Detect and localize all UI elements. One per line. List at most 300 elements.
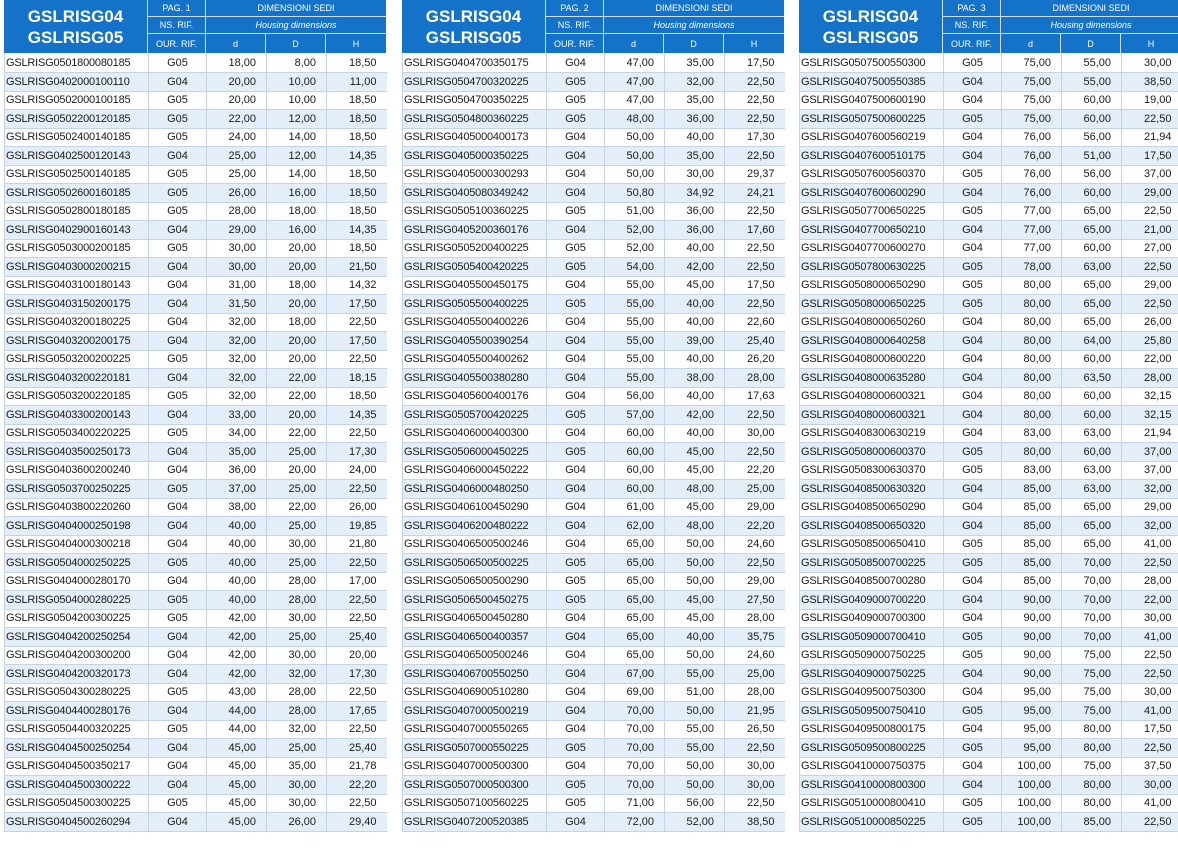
height-cell: 17,00 xyxy=(327,572,387,591)
inner-diameter-cell: 83,00 xyxy=(1002,461,1062,480)
outer-diameter-cell: 35,00 xyxy=(267,757,327,776)
table-row xyxy=(5,313,387,332)
our-ref-cell: G05 xyxy=(149,165,207,184)
table-row xyxy=(5,387,387,406)
outer-diameter-cell: 14,00 xyxy=(267,128,327,147)
inner-diameter-cell: 40,00 xyxy=(207,535,267,554)
table-row xyxy=(800,332,1178,351)
height-cell: 41,00 xyxy=(1122,794,1178,813)
our-ref-cell: G04 xyxy=(149,258,207,277)
inner-diameter-cell: 42,00 xyxy=(207,609,267,628)
inner-diameter-cell: 60,00 xyxy=(605,480,665,499)
table-row xyxy=(800,202,1178,221)
table-row xyxy=(5,461,387,480)
inner-diameter-cell: 100,00 xyxy=(1002,794,1062,813)
table-row xyxy=(800,609,1178,628)
table-row xyxy=(403,332,785,351)
height-cell: 29,40 xyxy=(327,813,387,832)
height-cell: 17,50 xyxy=(1122,720,1178,739)
height-cell: 14,35 xyxy=(327,221,387,240)
part-code-cell: GSLRISG0504700320225 xyxy=(403,73,547,92)
our-ref-cell: G04 xyxy=(547,498,605,517)
height-cell: 22,50 xyxy=(1122,554,1178,573)
table-row xyxy=(5,276,387,295)
outer-diameter-cell: 60,00 xyxy=(1062,406,1122,425)
table-row xyxy=(403,54,785,73)
table-row xyxy=(5,332,387,351)
outer-diameter-cell: 20,00 xyxy=(267,461,327,480)
our-ref-cell: G04 xyxy=(547,517,605,536)
table-row xyxy=(5,776,387,795)
inner-diameter-cell: 85,00 xyxy=(1002,517,1062,536)
height-cell: 27,50 xyxy=(725,591,785,610)
dimensions-label-en: Housing dimensions xyxy=(604,17,784,34)
table-row xyxy=(403,609,785,628)
part-code-cell: GSLRISG0403200220181 xyxy=(5,369,149,388)
col-header-H: H xyxy=(724,34,784,53)
our-ref-cell: G04 xyxy=(547,350,605,369)
part-code-cell: GSLRISG0405500390254 xyxy=(403,332,547,351)
height-cell: 26,50 xyxy=(725,720,785,739)
table-row xyxy=(800,313,1178,332)
our-ref-cell: G04 xyxy=(944,91,1002,110)
table-row xyxy=(800,91,1178,110)
part-code-cell: GSLRISG0405600400176 xyxy=(403,387,547,406)
table-row xyxy=(403,665,785,684)
outer-diameter-cell: 45,00 xyxy=(665,461,725,480)
dimensions-table xyxy=(402,54,785,832)
our-ref-cell: G04 xyxy=(944,147,1002,166)
outer-diameter-cell: 28,00 xyxy=(267,572,327,591)
part-code-cell: GSLRISG0406700550250 xyxy=(403,665,547,684)
part-code-cell: GSLRISG0402500120143 xyxy=(5,147,149,166)
part-code-cell: GSLRISG0509000750225 xyxy=(800,646,944,665)
table-row xyxy=(403,406,785,425)
our-ref-cell: G04 xyxy=(547,184,605,203)
part-code-cell: GSLRISG0404000250198 xyxy=(5,517,149,536)
outer-diameter-cell: 80,00 xyxy=(1062,739,1122,758)
inner-diameter-cell: 57,00 xyxy=(605,406,665,425)
outer-diameter-cell: 30,00 xyxy=(267,646,327,665)
inner-diameter-cell: 75,00 xyxy=(1002,73,1062,92)
our-ref-cell: G05 xyxy=(149,480,207,499)
our-ref-cell: G04 xyxy=(547,535,605,554)
inner-diameter-cell: 31,00 xyxy=(207,276,267,295)
our-ref-cell: G04 xyxy=(547,609,605,628)
table-row xyxy=(5,683,387,702)
outer-diameter-cell: 40,00 xyxy=(665,295,725,314)
outer-diameter-cell: 55,00 xyxy=(1062,73,1122,92)
part-code-cell: GSLRISG0405500380280 xyxy=(403,369,547,388)
our-ref-cell: G04 xyxy=(547,702,605,721)
height-cell: 29,00 xyxy=(725,498,785,517)
inner-diameter-cell: 77,00 xyxy=(1002,202,1062,221)
inner-diameter-cell: 80,00 xyxy=(1002,313,1062,332)
dimensions-label-it: DIMENSIONI SEDI xyxy=(1001,0,1178,17)
outer-diameter-cell: 12,00 xyxy=(267,147,327,166)
height-cell: 21,78 xyxy=(327,757,387,776)
part-code-cell: GSLRISG0505500400225 xyxy=(403,295,547,314)
part-code-cell: GSLRISG0404500350217 xyxy=(5,757,149,776)
inner-diameter-cell: 55,00 xyxy=(605,295,665,314)
table-row xyxy=(5,535,387,554)
part-code-cell: GSLRISG0407000500219 xyxy=(403,702,547,721)
table-row xyxy=(403,776,785,795)
our-ref-cell: G04 xyxy=(547,369,605,388)
our-ref-cell: G05 xyxy=(944,276,1002,295)
table-row xyxy=(800,535,1178,554)
outer-diameter-cell: 40,00 xyxy=(665,239,725,258)
table-row xyxy=(403,369,785,388)
table-row xyxy=(403,239,785,258)
our-ref-cell: G05 xyxy=(149,609,207,628)
height-cell: 22,50 xyxy=(1122,739,1178,758)
part-code-cell: GSLRISG0407700600270 xyxy=(800,239,944,258)
our-ref-cell: G04 xyxy=(944,128,1002,147)
table-row xyxy=(800,73,1178,92)
inner-diameter-cell: 43,00 xyxy=(207,683,267,702)
outer-diameter-cell: 80,00 xyxy=(1062,794,1122,813)
part-code-cell: GSLRISG0507500550300 xyxy=(800,54,944,73)
part-code-cell: GSLRISG0504800360225 xyxy=(403,110,547,129)
inner-diameter-cell: 40,00 xyxy=(207,517,267,536)
table-row xyxy=(5,73,387,92)
part-code-cell: GSLRISG0406000400300 xyxy=(403,424,547,443)
our-ref-cell: G05 xyxy=(547,406,605,425)
table-row xyxy=(800,110,1178,129)
table-row xyxy=(800,184,1178,203)
inner-diameter-cell: 67,00 xyxy=(605,665,665,684)
table-row xyxy=(5,757,387,776)
table-row xyxy=(800,591,1178,610)
outer-diameter-cell: 75,00 xyxy=(1062,665,1122,684)
our-ref-cell: G04 xyxy=(944,332,1002,351)
inner-diameter-cell: 47,00 xyxy=(605,54,665,73)
table-row xyxy=(800,572,1178,591)
part-code-cell: GSLRISG0505200400225 xyxy=(403,239,547,258)
table-row xyxy=(403,110,785,129)
inner-diameter-cell: 80,00 xyxy=(1002,276,1062,295)
our-ref-cell: G04 xyxy=(149,646,207,665)
table-row xyxy=(5,628,387,647)
part-code-cell: GSLRISG0404500250254 xyxy=(5,739,149,758)
part-code-cell: GSLRISG0410000750375 xyxy=(800,757,944,776)
inner-diameter-cell: 42,00 xyxy=(207,665,267,684)
our-ref-cell: G05 xyxy=(547,739,605,758)
part-code-cell: GSLRISG0410000800300 xyxy=(800,776,944,795)
dimensions-label-it: DIMENSIONI SEDI xyxy=(206,0,386,17)
part-code-cell: GSLRISG0508000650225 xyxy=(800,295,944,314)
table-row xyxy=(5,498,387,517)
outer-diameter-cell: 75,00 xyxy=(1062,683,1122,702)
part-code-cell: GSLRISG0508000600370 xyxy=(800,443,944,462)
height-cell: 21,95 xyxy=(725,702,785,721)
part-code-cell: GSLRISG0403800220260 xyxy=(5,498,149,517)
our-ref-cell: G05 xyxy=(944,739,1002,758)
outer-diameter-cell: 80,00 xyxy=(1062,776,1122,795)
inner-diameter-cell: 76,00 xyxy=(1002,128,1062,147)
our-ref-cell: G04 xyxy=(944,757,1002,776)
height-cell: 17,30 xyxy=(725,128,785,147)
col-header-d: d xyxy=(206,34,266,53)
series-title xyxy=(799,0,943,53)
outer-diameter-cell: 48,00 xyxy=(665,517,725,536)
outer-diameter-cell: 39,00 xyxy=(665,332,725,351)
table-row xyxy=(403,295,785,314)
dimensions-table xyxy=(4,54,387,832)
part-code-cell: GSLRISG0407700650210 xyxy=(800,221,944,240)
inner-diameter-cell: 65,00 xyxy=(605,535,665,554)
height-cell: 32,00 xyxy=(1122,517,1178,536)
part-code-cell: GSLRISG0502200120185 xyxy=(5,110,149,129)
outer-diameter-cell: 36,00 xyxy=(665,202,725,221)
table-row xyxy=(403,628,785,647)
table-row xyxy=(5,221,387,240)
part-code-cell: GSLRISG0404500300222 xyxy=(5,776,149,795)
inner-diameter-cell: 37,00 xyxy=(207,480,267,499)
inner-diameter-cell: 45,00 xyxy=(207,776,267,795)
our-ref-cell: G05 xyxy=(547,110,605,129)
outer-diameter-cell: 20,00 xyxy=(267,332,327,351)
part-code-cell: GSLRISG0509500800225 xyxy=(800,739,944,758)
height-cell: 22,50 xyxy=(327,350,387,369)
part-code-cell: GSLRISG0509500750410 xyxy=(800,702,944,721)
part-code-cell: GSLRISG0501800080185 xyxy=(5,54,149,73)
col-header-d: d xyxy=(604,34,664,53)
part-code-cell: GSLRISG0507700650225 xyxy=(800,202,944,221)
inner-diameter-cell: 50,00 xyxy=(605,165,665,184)
outer-diameter-cell: 30,00 xyxy=(267,535,327,554)
table-row xyxy=(5,424,387,443)
outer-diameter-cell: 70,00 xyxy=(1062,572,1122,591)
our-ref-cell: G05 xyxy=(547,239,605,258)
height-cell: 22,50 xyxy=(725,147,785,166)
part-code-cell: GSLRISG0403300200143 xyxy=(5,406,149,425)
table-row xyxy=(5,147,387,166)
height-cell: 30,00 xyxy=(725,776,785,795)
inner-diameter-cell: 40,00 xyxy=(207,554,267,573)
our-ref-cell: G05 xyxy=(547,591,605,610)
height-cell: 21,94 xyxy=(1122,128,1178,147)
inner-diameter-cell: 70,00 xyxy=(605,702,665,721)
outer-diameter-cell: 50,00 xyxy=(665,776,725,795)
our-ref-cell: G05 xyxy=(944,702,1002,721)
part-code-cell: GSLRISG0406100450290 xyxy=(403,498,547,517)
inner-diameter-cell: 69,00 xyxy=(605,683,665,702)
table-row xyxy=(5,165,387,184)
part-code-cell: GSLRISG0504500300225 xyxy=(5,794,149,813)
outer-diameter-cell: 45,00 xyxy=(665,498,725,517)
part-code-cell: GSLRISG0406900510280 xyxy=(403,683,547,702)
table-row xyxy=(5,369,387,388)
part-code-cell: GSLRISG0408000600220 xyxy=(800,350,944,369)
outer-diameter-cell: 65,00 xyxy=(1062,313,1122,332)
inner-diameter-cell: 28,00 xyxy=(207,202,267,221)
inner-diameter-cell: 18,00 xyxy=(207,54,267,73)
inner-diameter-cell: 55,00 xyxy=(605,369,665,388)
our-ref-cell: G04 xyxy=(944,572,1002,591)
part-code-cell: GSLRISG0405200360176 xyxy=(403,221,547,240)
outer-diameter-cell: 40,00 xyxy=(665,350,725,369)
our-ref-cell: G05 xyxy=(149,424,207,443)
part-code-cell: GSLRISG0408000635280 xyxy=(800,369,944,388)
table-row xyxy=(5,646,387,665)
outer-diameter-cell: 30,00 xyxy=(665,165,725,184)
outer-diameter-cell: 65,00 xyxy=(1062,276,1122,295)
height-cell: 22,50 xyxy=(725,406,785,425)
height-cell: 25,00 xyxy=(725,665,785,684)
outer-diameter-cell: 50,00 xyxy=(665,646,725,665)
part-code-cell: GSLRISG0404000300218 xyxy=(5,535,149,554)
ns-rif-label: NS. RIF. xyxy=(943,17,1001,34)
height-cell: 22,50 xyxy=(725,794,785,813)
table-row xyxy=(800,794,1178,813)
part-code-cell: GSLRISG0403500250173 xyxy=(5,443,149,462)
height-cell: 17,30 xyxy=(327,665,387,684)
height-cell: 22,50 xyxy=(327,720,387,739)
our-ref-cell: G04 xyxy=(944,184,1002,203)
part-code-cell: GSLRISG0504300280225 xyxy=(5,683,149,702)
part-code-cell: GSLRISG0508300630370 xyxy=(800,461,944,480)
inner-diameter-cell: 30,00 xyxy=(207,239,267,258)
our-ref-cell: G04 xyxy=(547,332,605,351)
part-code-cell: GSLRISG0404200300200 xyxy=(5,646,149,665)
outer-diameter-cell: 55,00 xyxy=(665,665,725,684)
our-ref-cell: G04 xyxy=(149,517,207,536)
part-code-cell: GSLRISG0507500600225 xyxy=(800,110,944,129)
height-cell: 25,00 xyxy=(725,480,785,499)
inner-diameter-cell: 52,00 xyxy=(605,221,665,240)
table-row xyxy=(403,313,785,332)
outer-diameter-cell: 50,00 xyxy=(665,535,725,554)
table-row xyxy=(403,165,785,184)
height-cell: 22,50 xyxy=(1122,646,1178,665)
outer-diameter-cell: 45,00 xyxy=(665,443,725,462)
part-code-cell: GSLRISG0405000300293 xyxy=(403,165,547,184)
inner-diameter-cell: 50,00 xyxy=(605,128,665,147)
part-code-cell: GSLRISG0405500400226 xyxy=(403,313,547,332)
outer-diameter-cell: 36,00 xyxy=(665,110,725,129)
inner-diameter-cell: 90,00 xyxy=(1002,646,1062,665)
height-cell: 24,60 xyxy=(725,646,785,665)
table-row xyxy=(800,54,1178,73)
inner-diameter-cell: 33,00 xyxy=(207,406,267,425)
inner-diameter-cell: 65,00 xyxy=(605,609,665,628)
part-code-cell: GSLRISG0508500700225 xyxy=(800,554,944,573)
outer-diameter-cell: 36,00 xyxy=(665,221,725,240)
our-rif-label: OUR. RIF. xyxy=(546,34,604,53)
our-ref-cell: G05 xyxy=(149,91,207,110)
inner-diameter-cell: 44,00 xyxy=(207,720,267,739)
height-cell: 21,94 xyxy=(1122,424,1178,443)
inner-diameter-cell: 76,00 xyxy=(1002,165,1062,184)
outer-diameter-cell: 63,00 xyxy=(1062,424,1122,443)
height-cell: 22,50 xyxy=(725,739,785,758)
height-cell: 22,50 xyxy=(725,443,785,462)
height-cell: 37,00 xyxy=(1122,461,1178,480)
our-ref-cell: G04 xyxy=(547,424,605,443)
series-title-line1: GSLRISG04 xyxy=(425,6,522,26)
outer-diameter-cell: 34,92 xyxy=(665,184,725,203)
part-code-cell: GSLRISG0506500500290 xyxy=(403,572,547,591)
our-ref-cell: G04 xyxy=(944,591,1002,610)
table-row xyxy=(403,702,785,721)
inner-diameter-cell: 25,00 xyxy=(207,147,267,166)
inner-diameter-cell: 40,00 xyxy=(207,572,267,591)
series-title-line2: GSLRISG05 xyxy=(425,27,522,47)
our-ref-cell: G04 xyxy=(149,757,207,776)
outer-diameter-cell: 50,00 xyxy=(665,757,725,776)
dimensions-label-en: Housing dimensions xyxy=(206,17,386,34)
our-ref-cell: G04 xyxy=(547,54,605,73)
part-code-cell: GSLRISG0408500650320 xyxy=(800,517,944,536)
our-ref-cell: G05 xyxy=(944,258,1002,277)
part-code-cell: GSLRISG0502600160185 xyxy=(5,184,149,203)
inner-diameter-cell: 85,00 xyxy=(1002,572,1062,591)
outer-diameter-cell: 60,00 xyxy=(1062,387,1122,406)
height-cell: 28,00 xyxy=(725,369,785,388)
inner-diameter-cell: 80,00 xyxy=(1002,295,1062,314)
table-row xyxy=(800,702,1178,721)
inner-diameter-cell: 55,00 xyxy=(605,313,665,332)
part-code-cell: GSLRISG0507000500300 xyxy=(403,776,547,795)
outer-diameter-cell: 56,00 xyxy=(665,794,725,813)
outer-diameter-cell: 60,00 xyxy=(1062,443,1122,462)
inner-diameter-cell: 85,00 xyxy=(1002,535,1062,554)
table-row xyxy=(5,443,387,462)
height-cell: 22,50 xyxy=(327,424,387,443)
outer-diameter-cell: 50,00 xyxy=(665,572,725,591)
height-cell: 18,50 xyxy=(327,184,387,203)
inner-diameter-cell: 60,00 xyxy=(605,443,665,462)
outer-diameter-cell: 12,00 xyxy=(267,110,327,129)
table-row xyxy=(5,794,387,813)
our-ref-cell: G04 xyxy=(149,221,207,240)
outer-diameter-cell: 51,00 xyxy=(665,683,725,702)
inner-diameter-cell: 76,00 xyxy=(1002,184,1062,203)
outer-diameter-cell: 45,00 xyxy=(665,591,725,610)
our-ref-cell: G05 xyxy=(944,110,1002,129)
inner-diameter-cell: 90,00 xyxy=(1002,628,1062,647)
inner-diameter-cell: 50,00 xyxy=(605,147,665,166)
our-ref-cell: G04 xyxy=(149,313,207,332)
part-code-cell: GSLRISG0408300630219 xyxy=(800,424,944,443)
our-ref-cell: G04 xyxy=(149,535,207,554)
inner-diameter-cell: 65,00 xyxy=(605,591,665,610)
height-cell: 37,00 xyxy=(1122,443,1178,462)
inner-diameter-cell: 80,00 xyxy=(1002,406,1062,425)
our-ref-cell: G04 xyxy=(149,572,207,591)
our-ref-cell: G04 xyxy=(547,757,605,776)
our-ref-cell: G04 xyxy=(149,406,207,425)
height-cell: 18,50 xyxy=(327,165,387,184)
table-row xyxy=(800,424,1178,443)
height-cell: 22,50 xyxy=(725,239,785,258)
our-ref-cell: G04 xyxy=(149,739,207,758)
part-code-cell: GSLRISG0504000250225 xyxy=(5,554,149,573)
table-row xyxy=(403,91,785,110)
part-code-cell: GSLRISG0403100180143 xyxy=(5,276,149,295)
our-ref-cell: G04 xyxy=(149,702,207,721)
table-header xyxy=(799,0,1178,53)
height-cell: 30,00 xyxy=(1122,776,1178,795)
part-code-cell: GSLRISG0408500650290 xyxy=(800,498,944,517)
inner-diameter-cell: 52,00 xyxy=(605,239,665,258)
inner-diameter-cell: 45,00 xyxy=(207,739,267,758)
outer-diameter-cell: 65,00 xyxy=(1062,535,1122,554)
part-code-cell: GSLRISG0405080349242 xyxy=(403,184,547,203)
inner-diameter-cell: 85,00 xyxy=(1002,498,1062,517)
